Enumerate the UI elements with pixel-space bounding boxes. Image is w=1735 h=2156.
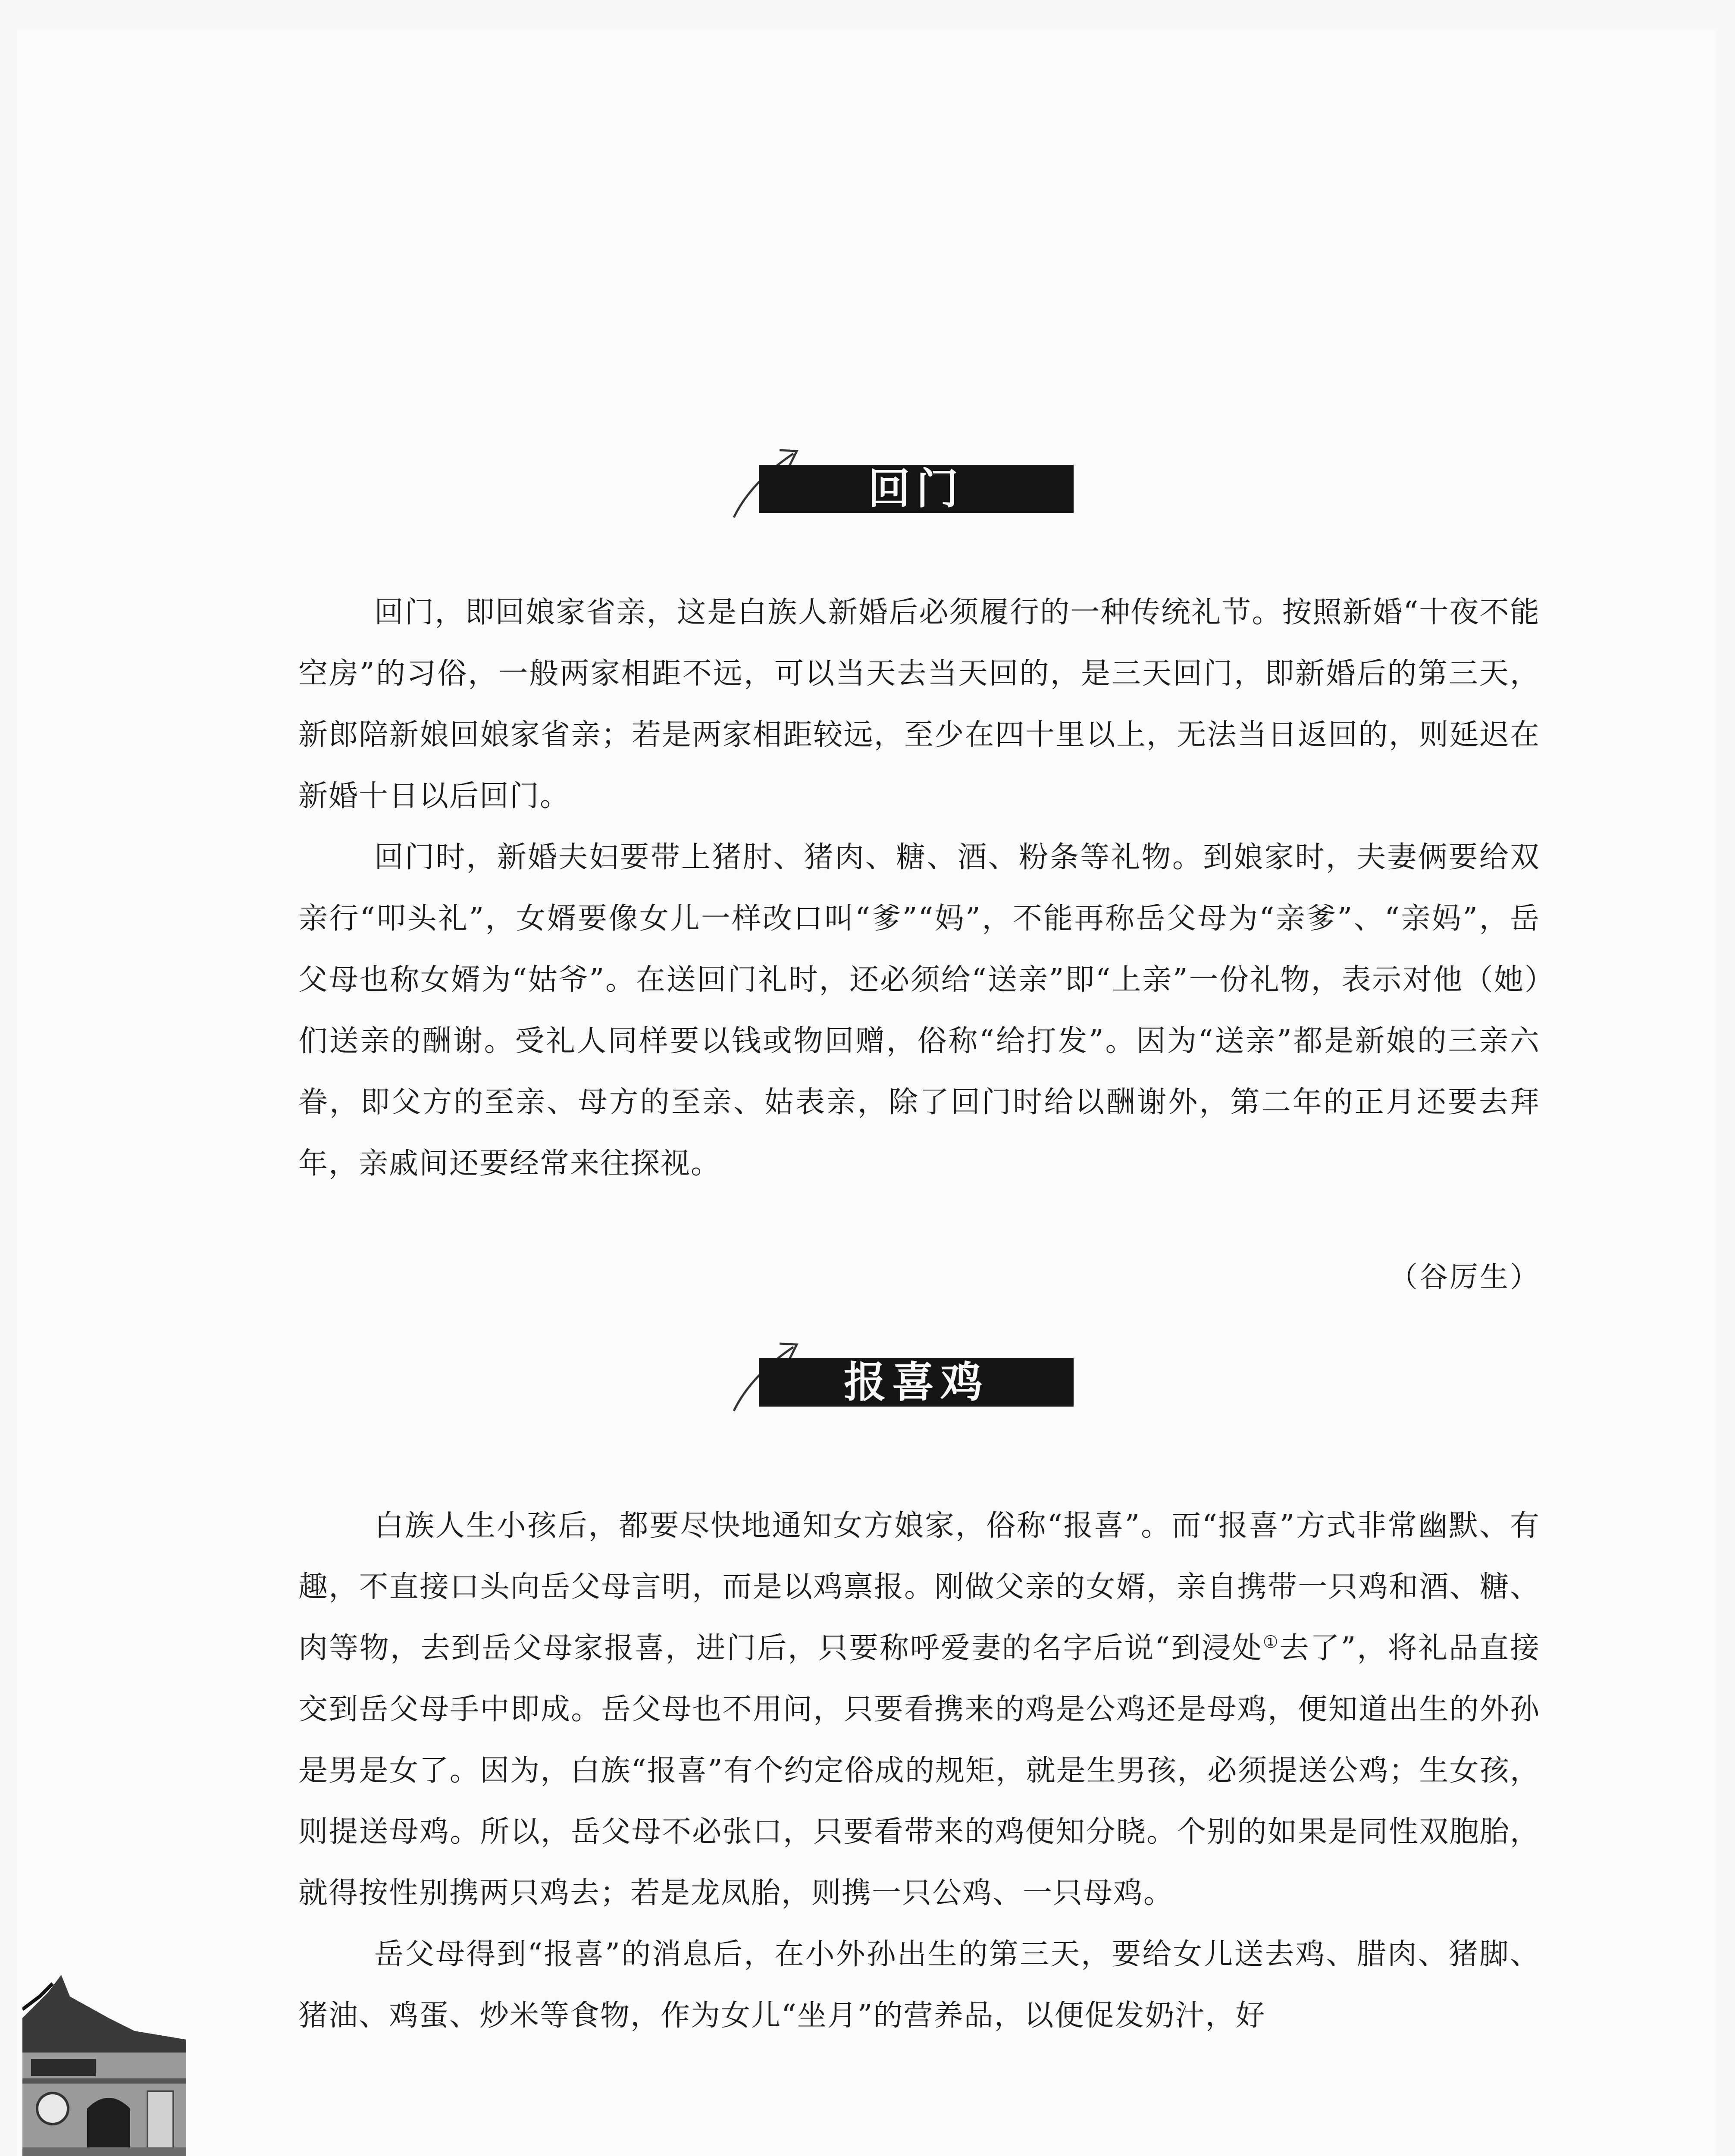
paragraph: [298, 1495, 1540, 1924]
book-title-caption: [27, 2153, 191, 2156]
section-title: 回门: [759, 465, 1074, 513]
paragraph: 回门，即回娘家省亲，这是白族人新婚后必须履行的一种传统礼节。按照新婚“十夜不能空房”的习俗，一般两家相距不远，可以当天去当天回的，是三天回门，即新婚后的第三天，新郎陪新娘回娘家省亲；若是两家相距较远，至少在四十里以上，无法当日返回的，则延迟在新婚十日以后回门。: [298, 595, 1540, 813]
paragraph-text: 去了”，将礼品直接交到岳父母手中即成。岳父母也不用问，只要看携来的鸡是公鸡还是母鸡，便知道出生的外孙是男是女了。因为，白族“报喜”有个约定俗成的规矩，就是生男孩，必须提送公鸡；生女孩，则提送母鸡。所以，岳父母不必张口，只要看带来的鸡便知分晓。个别的如果是同性双胞胎，就得按性别携两只鸡去；若是龙凤胎，则携一只公鸡、一只母鸡。: [298, 1631, 1540, 1910]
paragraph: 回门时，新婚夫妇要带上猪肘、猪肉、糖、酒、粉条等礼物。到娘家时，夫妻俩要给双亲行“叩头礼”，女婿要像女儿一样改口叫“爹”“妈”，不能再称岳父母为“亲爹”、“亲妈”，岳父母也称女婿为“姑爷”。在送回门礼时，还必须给“送亲”即“上亲”一份礼物，表示对他（她）们送亲的酬谢。受礼人同样要以钱或物回赠，俗称“给打发”。因为“送亲”都是新娘的三亲六眷，即父方的至亲、母方的至亲、姑表亲，除了回门时给以酬谢外，第二年的正月还要去拜年，亲戚间还要经常来往探视。: [298, 840, 1540, 1181]
section-body-baoxiji: [298, 1495, 1540, 2046]
paragraph-text: 白族人生小孩后，都要尽快地通知女方娘家，俗称“报喜”。而“报喜”方式非常幽默、有趣，不直接口头向岳父母言明，而是以鸡禀报。刚做父亲的女婿，亲自携带一只鸡和酒、糖、肉等物，去到岳父母家报喜，进门后，只要称呼爱妻的名字后说“到浸处: [298, 1509, 1540, 1665]
section-heading-huimen: [729, 453, 1074, 513]
section-heading-baoxiji: [729, 1346, 1074, 1407]
paragraph: 岳父母得到“报喜”的消息后，在小外孙出生的第三天，要给女儿送去鸡、腊肉、猪脚、猪油、鸡蛋、炒米等食物，作为女儿“坐月”的营养品，以便促发奶汁，好: [298, 1937, 1540, 2033]
temple-photo: [22, 1966, 186, 2156]
section-title: 报喜鸡: [759, 1358, 1074, 1407]
footnote-mark: ①: [1262, 1632, 1280, 1652]
section-body-huimen: [298, 582, 1540, 1194]
author-credit: （谷厉生）: [1389, 1260, 1540, 1294]
